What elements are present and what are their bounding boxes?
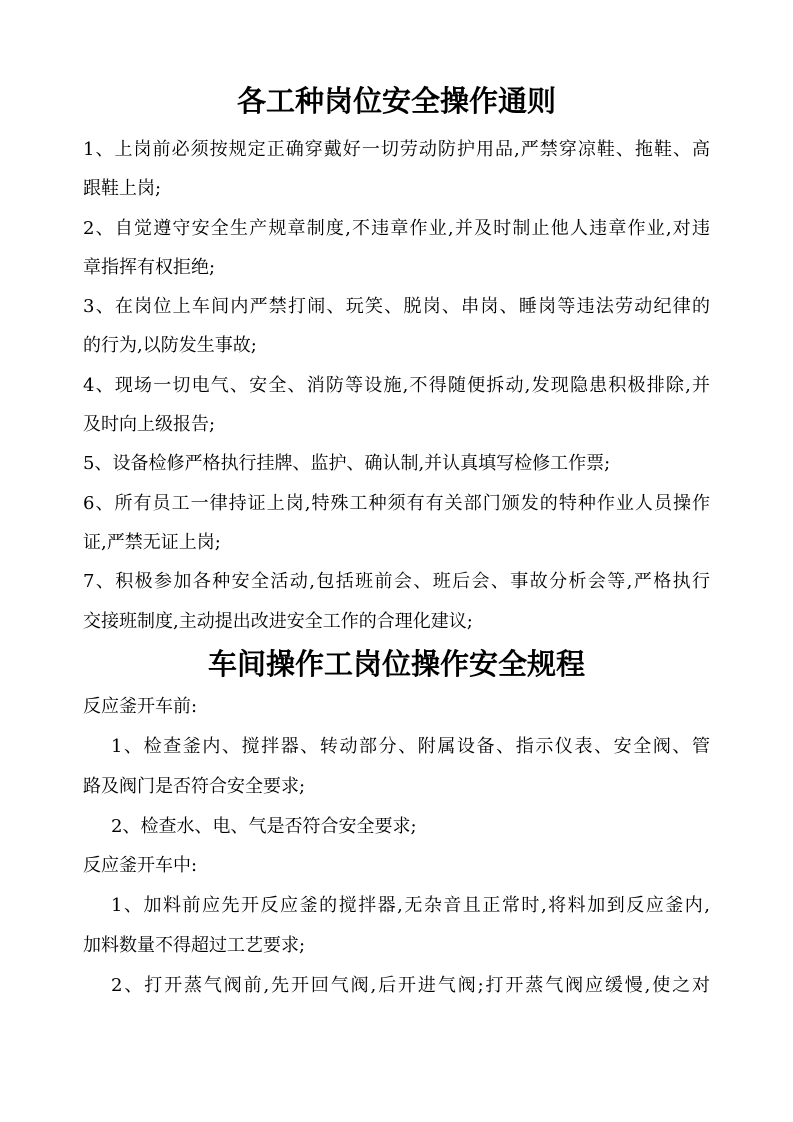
title-workshop-procedures: 车间操作工岗位操作安全规程 — [207, 646, 585, 681]
title-general-rules: 各工种岗位安全操作通则 — [236, 84, 556, 118]
rule-4-line-1: 4、现场一切电气、安全、消防等设施,不得随便拆动,发现隐患积极排除,并 — [83, 374, 710, 396]
rule-3-line-1: 3、在岗位上车间内严禁打闹、玩笑、脱岗、串岗、睡岗等违法劳动纪律的 — [83, 296, 710, 318]
before-start-heading: 反应釜开车前: — [83, 695, 198, 717]
during-item-2-line-1: 2、打开蒸气阀前,先开回气阀,后开进气阀;打开蒸气阀应缓慢,使之对 — [111, 975, 710, 997]
rule-1-line-1: 1、上岗前必须按规定正确穿戴好一切劳动防护用品,严禁穿凉鞋、拖鞋、高 — [83, 139, 710, 160]
during-run-heading: 反应釜开车中: — [83, 855, 198, 877]
before-item-2-line-1: 2、检查水、电、气是否符合安全要求; — [111, 815, 417, 837]
during-item-1-line-2: 加料数量不得超过工艺要求; — [83, 935, 306, 957]
rule-7-line-2: 交接班制度,主动提出改进安全工作的合理化建议; — [83, 610, 473, 632]
workshop-procedures — [83, 687, 710, 1006]
rule-1-line-2: 跟鞋上岗; — [83, 178, 162, 200]
before-item-1-line-1: 1、检查釜内、搅拌器、转动部分、附属设备、指示仪表、安全阀、管 — [111, 735, 710, 757]
general-rules-list — [83, 130, 710, 641]
rule-2-line-1: 2、自觉遵守安全生产规章制度,不违章作业,并及时制止他人违章作业,对违 — [83, 217, 710, 239]
rule-5-line-1: 5、设备检修严格执行挂牌、监护、确认制,并认真填写检修工作票; — [83, 453, 611, 475]
rule-6-line-2: 证,严禁无证上岗; — [83, 531, 221, 553]
document-page — [83, 73, 710, 1006]
rule-6-line-1: 6、所有员工一律持证上岗,特殊工种须有有关部门颁发的特种作业人员操作 — [83, 492, 710, 514]
rule-4-line-2: 及时向上级报告; — [83, 414, 216, 436]
rule-7-line-1: 7、积极参加各种安全活动,包括班前会、班后会、事故分析会等,严格执行 — [83, 571, 710, 593]
before-item-1-line-2: 路及阀门是否符合安全要求; — [83, 775, 306, 797]
during-item-1-line-1: 1、加料前应先开反应釜的搅拌器,无杂音且正常时,将料加到反应釜内, — [111, 895, 710, 917]
rule-3-line-2: 的行为,以防发生事故; — [83, 335, 257, 357]
rule-2-line-2: 章指挥有权拒绝; — [83, 256, 216, 278]
